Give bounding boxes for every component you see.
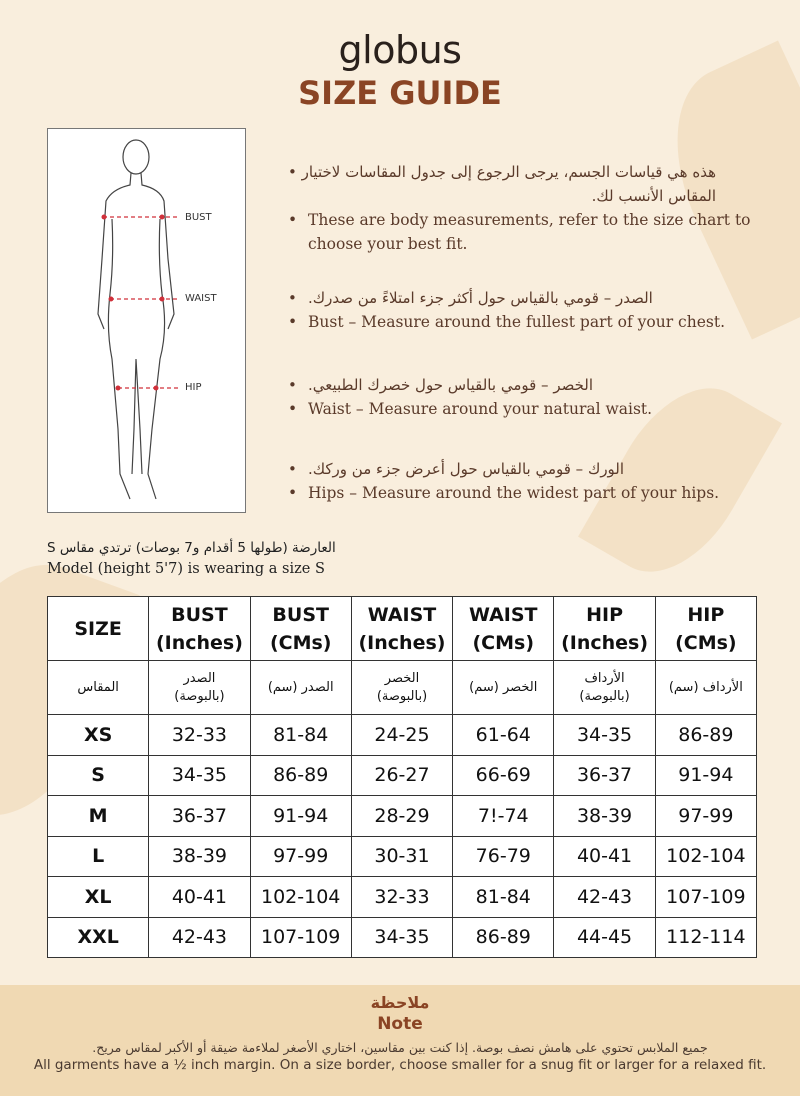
header-text-ar: الأرداف (سم) (668, 679, 743, 695)
model-info-ar: العارضة (طولها 5 أقدام و7 بوصات) ترتدي مقاس S (47, 540, 336, 556)
bullet-en: • Waist – Measure around your natural waist. (286, 397, 756, 421)
header-text: (CMs) (472, 631, 535, 654)
bust-label: BUST (185, 212, 212, 223)
header-text: (CMs) (675, 631, 737, 654)
header-row (48, 597, 757, 661)
size-cell: L (48, 836, 149, 877)
table-cell: 40-41 (554, 836, 655, 877)
bullet-en: • Hips – Measure around the widest part of your hips. (286, 481, 756, 505)
hip-label: HIP (185, 382, 202, 393)
header-row-ar (48, 661, 757, 715)
header-cell (149, 597, 250, 661)
header-text: BUST (171, 603, 228, 626)
size-cell: XXL (48, 917, 149, 958)
table-cell: 42-43 (149, 917, 250, 958)
size-table (47, 596, 757, 958)
table-cell: 28-29 (351, 796, 452, 837)
header-cell (351, 597, 452, 661)
bullet-group (286, 373, 756, 421)
table-cell: 34-35 (554, 715, 655, 756)
table-cell: 38-39 (149, 836, 250, 877)
header-cell (453, 597, 554, 661)
size-cell: S (48, 755, 149, 796)
header-cell-ar (48, 661, 149, 715)
table-cell: 40-41 (149, 877, 250, 918)
bullet-group (286, 160, 756, 256)
header-text: (CMs) (269, 631, 332, 654)
header-cell-ar (453, 661, 554, 715)
header-text-ar: (بالبوصة) (579, 688, 630, 704)
table-cell: 91-94 (655, 755, 756, 796)
note-title: Note (377, 1014, 423, 1034)
brand-logo: globus (338, 28, 462, 72)
size-cell: XL (48, 877, 149, 918)
model-info-en: Model (height 5'7) is wearing a size S (47, 561, 325, 577)
table-cell: 7!-74 (453, 796, 554, 837)
waist-label: WAIST (185, 293, 217, 304)
table-cell: 86-89 (250, 755, 351, 796)
table-cell: 97-99 (250, 836, 351, 877)
table-cell: 91-94 (250, 796, 351, 837)
table-cell: 32-33 (149, 715, 250, 756)
table-cell: 102-104 (250, 877, 351, 918)
table-cell: 86-89 (655, 715, 756, 756)
header-cell (655, 597, 756, 661)
table-cell: 66-69 (453, 755, 554, 796)
header-text-ar: الصدر (سم) (267, 679, 334, 695)
table-cell: 81-84 (453, 877, 554, 918)
header-cell-ar (250, 661, 351, 715)
header-cell-ar (351, 661, 452, 715)
header-text: HIP (687, 603, 725, 626)
header-text-ar: الخصر (384, 670, 420, 686)
size-cell: M (48, 796, 149, 837)
header-text: BUST (272, 603, 329, 626)
table-row (48, 917, 757, 958)
table-cell: 107-109 (250, 917, 351, 958)
bullet-ar: • الصدر – قومي بالقياس حول أكثر جزء امتلاءً من صدرك. (286, 286, 756, 310)
header-text: HIP (586, 603, 623, 626)
header-cell-ar (554, 661, 655, 715)
header-text-ar: الأرداف (584, 670, 625, 686)
note-title-ar: ملاحظة (370, 993, 430, 1012)
header-text: SIZE (74, 617, 122, 640)
header-cell-ar (655, 661, 756, 715)
table-cell: 102-104 (655, 836, 756, 877)
table-cell: 44-45 (554, 917, 655, 958)
table-row (48, 877, 757, 918)
model-info (47, 538, 336, 580)
bullet-group (286, 457, 756, 505)
bullet-ar: • الورك – قومي بالقياس حول أعرض جزء من وركك. (286, 457, 756, 481)
note-text: All garments have a ½ inch margin. On a size border, choose smaller for a snug fit or larger for a relaxed fit. (33, 1057, 767, 1073)
bullet-en: • Bust – Measure around the fullest part of your chest. (286, 310, 756, 334)
bullet-en: • These are body measurements, refer to the size chart to choose your best fit. (286, 208, 756, 256)
table-cell: 38-39 (554, 796, 655, 837)
header-cell-ar (149, 661, 250, 715)
header-text-ar: المقاس (77, 679, 119, 695)
table-cell: 26-27 (351, 755, 452, 796)
header-text: (Inches) (561, 631, 649, 654)
table-cell: 30-31 (351, 836, 452, 877)
table-cell: 32-33 (351, 877, 452, 918)
table-row (48, 715, 757, 756)
header-text: (Inches) (358, 631, 446, 654)
header-text-ar: الصدر (183, 670, 216, 686)
table-cell: 34-35 (351, 917, 452, 958)
table-cell: 81-84 (250, 715, 351, 756)
header-text-ar: الخصر (سم) (469, 679, 538, 695)
header-text: WAIST (469, 603, 538, 626)
table-cell: 76-79 (453, 836, 554, 877)
table-cell: 107-109 (655, 877, 756, 918)
table-cell: 36-37 (149, 796, 250, 837)
table-cell: 34-35 (149, 755, 250, 796)
note-section (0, 985, 800, 1096)
header-cell (554, 597, 655, 661)
bullet-ar: • هذه هي قياسات الجسم، يرجى الرجوع إلى جدول المقاسات لاختيار المقاس الأنسب لك. (286, 160, 716, 208)
header-text-ar: (بالبوصة) (376, 688, 428, 704)
header-cell (48, 597, 149, 661)
header-cell (250, 597, 351, 661)
table-cell: 24-25 (351, 715, 452, 756)
table-cell: 42-43 (554, 877, 655, 918)
table-cell: 97-99 (655, 796, 756, 837)
page-title: SIZE GUIDE (298, 74, 502, 112)
note-text-ar: جميع الملابس تحتوي على هامش نصف بوصة. إذا كنت بين مقاسين، اختاري الأصغر لملاءمة ضيقة أو الأكبر لمقاس مريح. (92, 1040, 708, 1055)
table-cell: 61-64 (453, 715, 554, 756)
table-cell: 36-37 (554, 755, 655, 796)
body-measurement-figure (47, 128, 246, 513)
size-cell: XS (48, 715, 149, 756)
header-text-ar: (بالبوصة) (174, 688, 225, 704)
table-cell: 112-114 (655, 917, 756, 958)
header-text: WAIST (367, 603, 437, 626)
header-text: (Inches) (155, 631, 243, 654)
table-row (48, 796, 757, 837)
table-row (48, 755, 757, 796)
table-row (48, 836, 757, 877)
bullet-group (286, 286, 756, 334)
bullet-ar: • الخصر – قومي بالقياس حول خصرك الطبيعي. (286, 373, 756, 397)
table-cell: 86-89 (453, 917, 554, 958)
